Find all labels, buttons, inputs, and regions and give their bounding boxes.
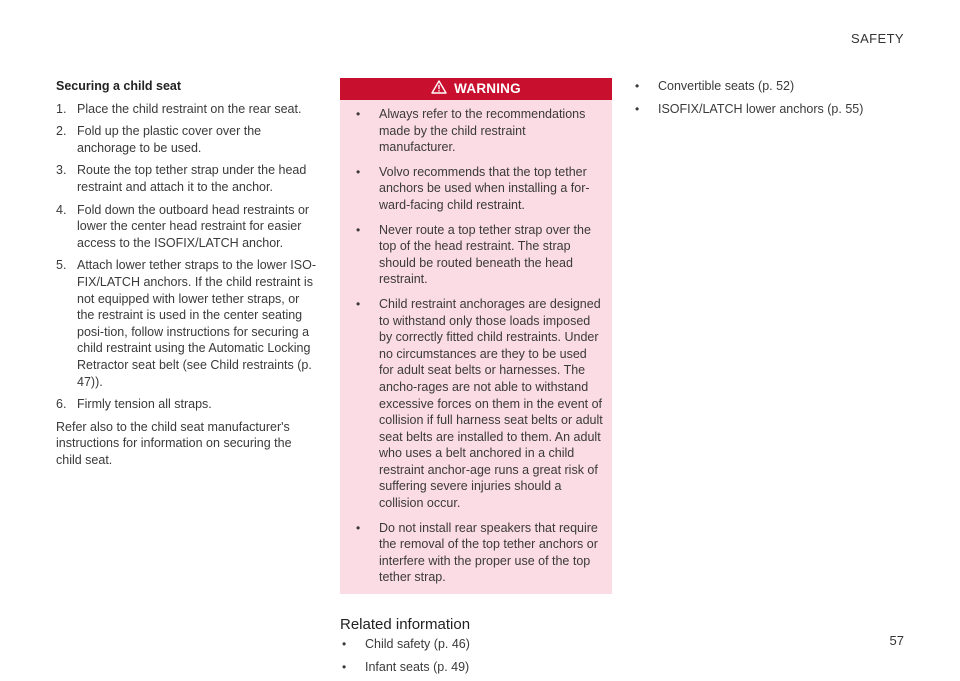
step-item bbox=[56, 101, 318, 118]
related-link[interactable] bbox=[633, 78, 913, 95]
related-link-text[interactable]: ISOFIX/LATCH lower anchors (p. 55) bbox=[658, 101, 864, 116]
related-link[interactable] bbox=[633, 101, 913, 118]
manufacturer-note: Refer also to the child seat manufacturer's instructions for information on securing the child seat. bbox=[56, 419, 292, 467]
step-text: Fold up the plastic cover over the anchorage to be used. bbox=[77, 124, 262, 155]
warning-item bbox=[354, 520, 604, 586]
step-item bbox=[56, 123, 318, 156]
step-item bbox=[56, 202, 318, 252]
securing-section bbox=[56, 78, 318, 468]
warning-header bbox=[340, 78, 612, 100]
bullet: • bbox=[356, 520, 361, 535]
warning-item bbox=[354, 296, 604, 512]
bullet: • bbox=[356, 296, 361, 311]
bullet: • bbox=[635, 101, 640, 116]
warning-text: Never route a top tether strap over the top of the head restraint. The strap should be routed beneath the head restraint. bbox=[379, 222, 591, 287]
step-number: 2. bbox=[56, 124, 67, 139]
step-text: Place the child restraint on the rear seat. bbox=[77, 101, 302, 116]
step-number: 3. bbox=[56, 163, 67, 178]
related-continued bbox=[633, 78, 913, 123]
step-number: 6. bbox=[56, 397, 67, 412]
steps-list bbox=[56, 101, 318, 413]
related-link-text[interactable]: Infant seats (p. 49) bbox=[365, 659, 470, 674]
page-number: 57 bbox=[889, 633, 904, 648]
related-links-continued-list bbox=[633, 78, 913, 117]
bullet: • bbox=[356, 222, 361, 237]
step-number: 4. bbox=[56, 202, 67, 217]
related-link-text[interactable]: Convertible seats (p. 52) bbox=[658, 79, 795, 93]
section-title: Securing a child seat bbox=[56, 79, 182, 93]
step-item bbox=[56, 257, 318, 390]
related-link[interactable] bbox=[340, 636, 612, 653]
warning-text: Do not install rear speakers that require the removal of the top tether anchors or interfere with the proper use of the top tether strap. bbox=[379, 520, 598, 585]
warning-list bbox=[354, 106, 604, 586]
warning-label: WARNING bbox=[454, 80, 521, 96]
warning-item bbox=[354, 106, 604, 156]
bullet: • bbox=[342, 637, 347, 652]
warning-box bbox=[340, 78, 612, 594]
step-item bbox=[56, 162, 318, 195]
bullet: • bbox=[356, 164, 361, 179]
warning-text: Child restraint anchorages are designed to withstand only those loads imposed by correctly fitted child restraints. Under no circumstances are they to be used for adult seat belts or harnesses. The ancho-rages are not able to withstand excessive forces on them in the event of collision if full harness seat belts or adult seat belts are installed to them. An adult who uses a belt anchored in a child restraint anchor-age runs a great risk of suffering severe injuries should a collision occur. bbox=[379, 296, 603, 511]
warning-triangle-icon bbox=[431, 80, 454, 99]
warning-item bbox=[354, 164, 604, 214]
step-text: Fold down the outboard head restraints or lower the center head restraint for easier access to the ISOFIX/LATCH anchor. bbox=[77, 202, 310, 250]
warning-column bbox=[340, 78, 612, 681]
step-text: Attach lower tether straps to the lower ISO-FIX/LATCH anchors. If the child restraint is not equipped with lower tether straps, or the restraint is used in the center seating posi-tion, follow instructions for securing a child restraint using the Automatic Locking Retractor seat belt (see Child restraints (p. 47)). bbox=[77, 258, 316, 389]
related-link[interactable] bbox=[340, 659, 612, 676]
bullet: • bbox=[635, 79, 640, 93]
warning-text: Volvo recommends that the top tether anchors be used when installing a for-ward-facing child restraint. bbox=[379, 164, 590, 212]
related-links-list bbox=[340, 636, 612, 675]
warning-text: Always refer to the recommendations made by the child restraint manufacturer. bbox=[379, 107, 586, 155]
related-info-title: Related information bbox=[340, 616, 471, 634]
step-number: 1. bbox=[56, 101, 67, 116]
related-link-text[interactable]: Child safety (p. 46) bbox=[365, 637, 470, 652]
page-header-title: SAFETY bbox=[851, 31, 904, 46]
step-number: 5. bbox=[56, 258, 67, 273]
step-text: Route the top tether strap under the head restraint and attach it to the anchor. bbox=[77, 163, 307, 194]
bullet: • bbox=[342, 659, 347, 674]
step-item bbox=[56, 396, 318, 413]
warning-body bbox=[340, 100, 612, 594]
step-text: Firmly tension all straps. bbox=[77, 397, 212, 412]
warning-item bbox=[354, 222, 604, 288]
bullet: • bbox=[356, 107, 361, 121]
